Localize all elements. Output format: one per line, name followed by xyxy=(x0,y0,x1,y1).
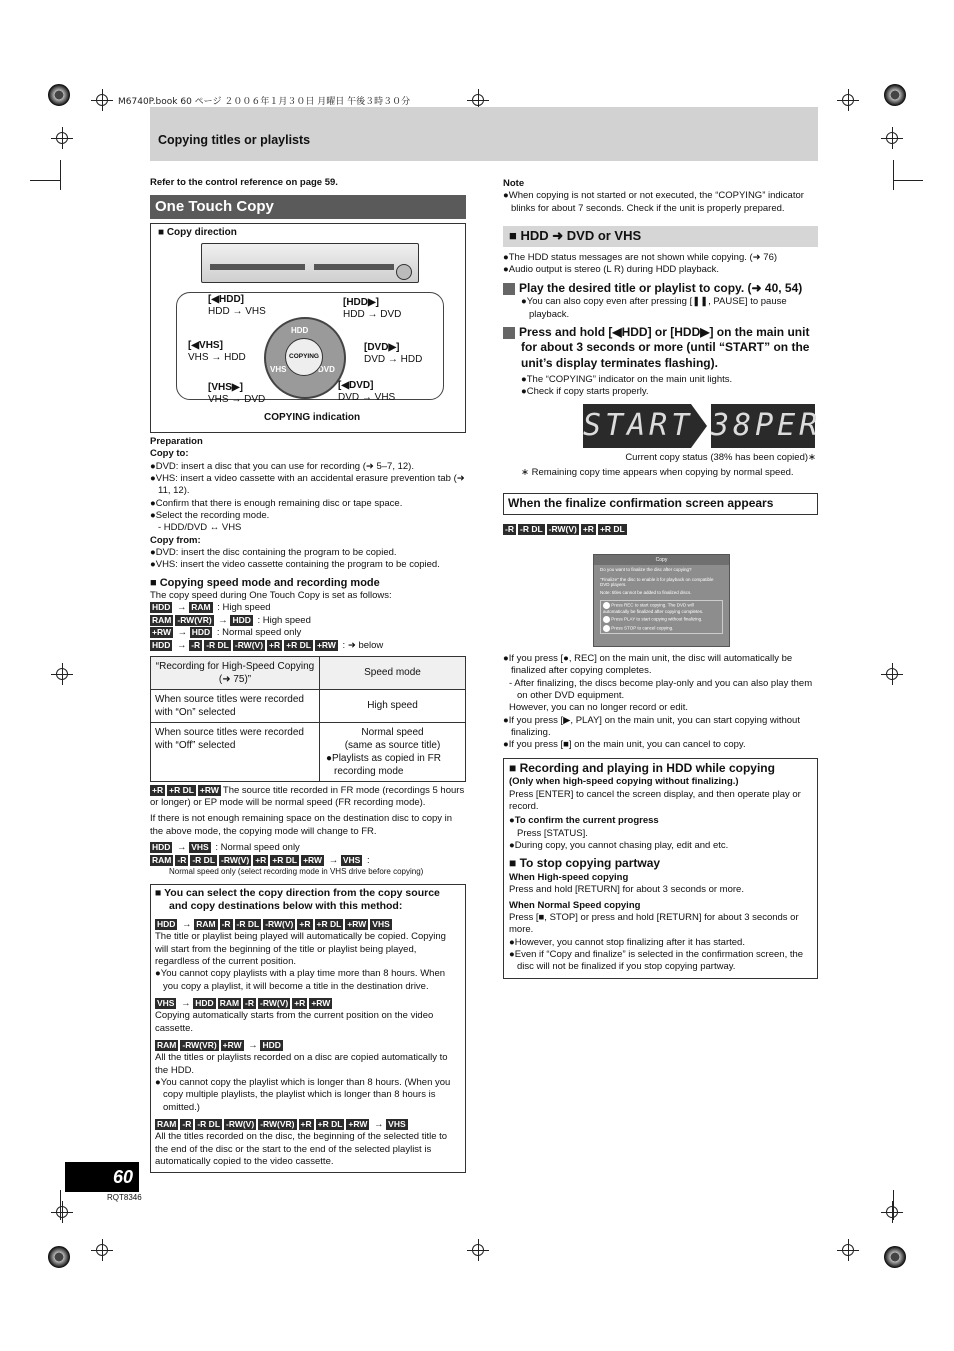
tag-line-text: : High speed xyxy=(214,602,271,614)
dvd-to-hdd-text: DVD → HDD xyxy=(364,354,423,366)
vhs-to-dvd-text: VHS → DVD xyxy=(208,394,266,406)
tag-line-text: : ➜ below xyxy=(339,640,384,652)
crosshair-icon xyxy=(886,668,898,680)
left-column xyxy=(150,177,466,1173)
media-tag: -R xyxy=(177,854,187,865)
lcd-caption: Current copy status (38% has been copied) xyxy=(625,452,809,464)
header-bar xyxy=(150,107,818,161)
media-tag: -RW(V) xyxy=(548,523,577,534)
direction-block xyxy=(155,1040,461,1114)
crosshair-icon xyxy=(56,668,68,680)
media-tag: VHS xyxy=(342,854,361,865)
page-section-title: Copying titles or playlists xyxy=(158,133,311,147)
trim-line xyxy=(30,180,60,181)
media-tag: -R DL xyxy=(519,523,543,534)
stop-bullet: ●Even if “Copy and finalize” is selected in the confirmation screen, the disc will not be finalized if you stop copying partway. xyxy=(509,949,804,973)
table-cell-line: (same as source title) xyxy=(344,739,441,751)
square-bullet-icon: ■ xyxy=(150,576,157,589)
finalize-heading: When the finalize confirmation screen appears xyxy=(503,493,818,515)
play-button-icon xyxy=(603,616,610,623)
tag-line-text: : Normal speed only xyxy=(212,842,300,854)
media-tag: +RW xyxy=(199,784,219,795)
media-tag: -R DL xyxy=(236,918,260,929)
media-tag: -RW(VR) xyxy=(177,614,212,625)
media-tag: HDD xyxy=(262,1039,281,1050)
hdd-to-dvd-text: HDD → DVD xyxy=(343,309,402,321)
media-tag: -RW(V) xyxy=(221,854,250,865)
direction-block-text: All the titles recorded on the disc, the beginning of the selected title to the end of the disc or the start to the end of the selected playlist is automatically copied to the video cassette. xyxy=(155,1131,448,1168)
print-metadata-line: M6740P.book 60 ページ ２００６年１月３０日 月曜日 午後３時３０分 xyxy=(118,97,411,107)
step-2-badge: 2 xyxy=(503,327,515,339)
dial-hdd-label: HDD xyxy=(291,325,309,335)
finalize-bullet: - After finalizing, the discs become play-only and you can also play them on other DVD equipment. xyxy=(509,677,813,702)
copy-to-item: ●VHS: insert a video cassette with an accidental erasure prevention tab (➜ 11, 12). xyxy=(150,472,465,497)
copy-to-item: ●DVD: insert a disc that you can use for recording (➜ 5–7, 12). xyxy=(150,460,414,472)
hdd-bullet: ●Audio output is stereo (L R) during HDD playback. xyxy=(503,264,720,276)
arrow-text: → xyxy=(326,854,341,866)
recording-box xyxy=(503,758,818,979)
arrow-text: → xyxy=(215,614,231,626)
media-tag: HDD xyxy=(152,602,171,613)
square-bullet-icon: ■ xyxy=(158,226,165,238)
media-tag: RAM xyxy=(219,997,240,1008)
crosshair-icon xyxy=(472,94,484,106)
lcd-start: START xyxy=(583,404,691,448)
copy-to-sub: - HDD/DVD ↔ VHS xyxy=(158,522,242,534)
registration-mark-icon xyxy=(48,84,70,106)
hdd-right-button-label: [HDD▶] xyxy=(343,296,380,308)
registration-mark-icon xyxy=(884,84,906,106)
media-tag: -R xyxy=(245,997,255,1008)
arrow-text: → xyxy=(174,640,190,652)
crosshair-icon xyxy=(886,132,898,144)
registration-mark-icon xyxy=(48,1246,70,1268)
direction-block-text: All the titles or playlists recorded on a disc are copied automatically to the HDD. xyxy=(155,1052,448,1076)
vhs-to-hdd-text: VHS → HDD xyxy=(188,352,246,364)
hdd-to-vhs-text: HDD → VHS xyxy=(208,306,266,318)
media-tag: -R xyxy=(191,640,201,651)
media-tag: VHS xyxy=(191,842,209,853)
hdd-bullet: ●The HDD status messages are not shown while copying. (➜ 76) xyxy=(503,251,778,263)
registration-mark-icon xyxy=(884,1246,906,1268)
lcd-asterisk: ∗ xyxy=(808,452,816,464)
direction-block xyxy=(155,998,461,1035)
media-tag: +RW xyxy=(316,640,336,651)
table-cell: High speed xyxy=(320,689,466,722)
media-tag: +RW xyxy=(311,997,331,1008)
media-tag: RAM xyxy=(152,614,172,625)
media-tag: +RW xyxy=(348,1119,368,1130)
step-1-badge: 1 xyxy=(503,283,515,295)
table-header-cell: “Recording for High-Speed Copying (➜ 75)” xyxy=(151,656,320,689)
dial-center-button xyxy=(285,338,323,376)
fr-text: The source title recorded in FR mode (recordings 5 hours or longer) or EP mode will be normal speed (FR recording mode). xyxy=(150,784,465,808)
screen-line: Note: titles cannot be added to finalized discs. xyxy=(600,590,692,596)
screen-line: "Finalize" the disc to enable it for playback on compatible DVD players. xyxy=(600,576,714,588)
fr-tags xyxy=(150,785,223,796)
crosshair-icon xyxy=(842,1244,854,1256)
stop-heading: To stop copying partway xyxy=(519,856,661,871)
dvd-left-button-label: [◀DVD] xyxy=(338,379,374,391)
copying-dial xyxy=(264,317,346,399)
crosshair-icon xyxy=(886,1206,898,1218)
copying-indication-label: COPYING indication xyxy=(264,411,361,423)
crosshair-icon xyxy=(56,132,68,144)
media-tag: HDD xyxy=(191,627,211,638)
media-tag: -RW(VR) xyxy=(182,1039,217,1050)
square-bullet-icon: ■ xyxy=(509,760,517,775)
table-cell: When source titles were recorded with “On” selected xyxy=(151,689,320,722)
hdd-dvd-vhs-heading xyxy=(503,226,818,247)
arrow-text: → xyxy=(178,997,194,1009)
dvd-right-button-label: [DVD▶] xyxy=(364,341,400,353)
vhs-note: Normal speed only (select recording mode in VHS drive before copying) xyxy=(169,867,424,877)
tag-line xyxy=(150,640,466,653)
media-tag: +R xyxy=(269,640,281,651)
media-tag: RAM xyxy=(157,1119,177,1130)
media-tag: +RW xyxy=(152,627,171,638)
media-tag: -R xyxy=(505,523,514,534)
tag-line-text: : xyxy=(364,854,370,866)
remaining-note: ∗ Remaining copy time appears when copying by normal speed. xyxy=(521,466,794,478)
tag-line xyxy=(155,1119,461,1131)
screen-question: Do you want to finalize the disc after copying? xyxy=(600,567,692,573)
direction-block-text: Copying automatically starts from the current position on the video cassette. xyxy=(155,1010,434,1034)
arrow-text: → xyxy=(174,627,190,639)
direction-block xyxy=(155,919,461,993)
media-tag: VHS xyxy=(157,997,175,1008)
media-tag: +R DL xyxy=(286,640,311,651)
arrow-text: → xyxy=(174,842,190,854)
finalize-tags xyxy=(503,524,818,536)
speed-intro: The copy speed during One Touch Copy is set as follows: xyxy=(150,589,392,601)
right-column xyxy=(497,178,822,979)
select-heading: You can select the copy direction from the copy source and copy destinations below with this method: xyxy=(164,886,440,913)
direction-block-text: The title or playlist being played will automatically be copied. Copying will start from the beginning of the title or playlist being played, regardless of the current position. xyxy=(155,931,446,967)
media-tag: RAM xyxy=(196,918,216,929)
square-bullet-icon: ■ xyxy=(509,228,517,244)
media-tag: -RW(VR) xyxy=(260,1119,295,1130)
crosshair-icon xyxy=(96,94,108,106)
table-header-cell: Speed mode xyxy=(320,656,466,689)
step-1-bullet: ●You can also copy even after pressing [❚❚, PAUSE] to pause playback. xyxy=(521,296,787,320)
trim-line xyxy=(60,160,61,190)
arrow-text: → xyxy=(179,918,195,930)
one-touch-copy-title: One Touch Copy xyxy=(150,195,466,219)
dial-vhs-label: VHS xyxy=(270,364,287,374)
arrow-text: → xyxy=(371,1119,387,1131)
direction-block-bullet: ●You cannot copy playlists with a play time more than 8 hours. When you copy a playlist, it will become a title in the destination drive. xyxy=(155,968,446,992)
copying-dial-small-icon xyxy=(396,264,412,280)
copy-from-item: ●VHS: insert the video cassette containing the program to be copied. xyxy=(150,559,440,571)
tag-line xyxy=(155,1040,461,1052)
media-tag: +R xyxy=(255,854,267,865)
finalize-bullet: ●If you press [■] on the main unit, you can cancel to copy. xyxy=(503,739,746,751)
copy-from-heading: Copy from: xyxy=(150,534,201,546)
page-number: 60 xyxy=(65,1162,139,1192)
arrow-text: → xyxy=(245,1039,261,1051)
hdd-left-button-label: [◀HDD] xyxy=(208,293,245,305)
screen-option: Press PLAY to start copying without finalizing. xyxy=(611,617,703,623)
arrow-text: → xyxy=(174,602,190,614)
normal-speed-heading: When Normal Speed copying xyxy=(509,899,641,911)
lcd-arrow-icon xyxy=(691,404,707,448)
tag-line xyxy=(155,919,461,931)
unit-front-panel xyxy=(201,243,419,283)
select-direction-box xyxy=(150,884,466,1174)
dial-dvd-label: DVD xyxy=(318,364,335,374)
media-tag: +R xyxy=(152,784,164,795)
media-tag: +RW xyxy=(347,918,367,929)
speed-table xyxy=(150,656,466,782)
media-tag: HDD xyxy=(152,640,171,651)
confirm-screen xyxy=(593,554,730,647)
crosshair-icon xyxy=(56,1206,68,1218)
note-title: Note xyxy=(503,178,525,189)
media-tag: +R xyxy=(582,523,594,534)
media-tag: -R DL xyxy=(192,854,216,865)
during-text: ●During copy, you cannot chasing play, edit and etc. xyxy=(509,840,729,852)
media-tag: HDD xyxy=(157,918,176,929)
refer-text: Refer to the control reference on page 59. xyxy=(150,177,338,188)
media-tag: VHS xyxy=(372,918,390,929)
media-tag: +RW xyxy=(303,854,323,865)
recording-text: Press [ENTER] to cancel the screen display, and then operate play or record. xyxy=(509,788,801,813)
step-1-text: Play the desired title or playlist to copy. (➜ 40, 54) xyxy=(519,280,803,295)
media-tag: RAM xyxy=(157,1039,177,1050)
media-tag: +R xyxy=(299,918,311,929)
normal-speed-text: Press [■, STOP] or press and hold [RETURN] for about 3 seconds or more. xyxy=(509,912,799,936)
rec-button-icon xyxy=(603,602,610,609)
preparation-heading: Preparation xyxy=(150,435,203,447)
dial-center-label: COPYING xyxy=(289,352,319,360)
media-tag: -R xyxy=(221,918,231,929)
speed-heading: Copying speed mode and recording mode xyxy=(159,576,380,589)
media-tag: +R xyxy=(300,1119,312,1130)
fr-note: If there is not enough remaining space on the destination disc to copy in the above mode, the copying mode will change to FR. xyxy=(150,813,453,837)
media-tag: -RW(V) xyxy=(260,997,289,1008)
copy-to-item: ●Select the recording mode. xyxy=(150,509,270,521)
copy-to-item: ●Confirm that there is enough remaining disc or tape space. xyxy=(150,497,403,509)
table-cell-line: ●Playlists as copied in FR recording mode xyxy=(326,752,441,777)
square-bullet-icon: ■ xyxy=(155,886,162,899)
media-tag: RAM xyxy=(152,854,172,865)
crosshair-icon xyxy=(842,94,854,106)
vhs-lines xyxy=(150,842,466,867)
lcd-percent: 38PER xyxy=(711,404,815,448)
lcd-display xyxy=(503,404,822,452)
step-2-text: Press and hold [◀HDD] or [HDD▶] on the main unit for about 3 seconds or more (until “START” on the unit’s display terminates flashing). xyxy=(519,324,810,371)
media-tag: +R DL xyxy=(599,523,625,534)
finalize-bullets xyxy=(503,653,818,752)
screen-title: Copy xyxy=(594,555,729,565)
media-tag: -RW(V) xyxy=(226,1119,255,1130)
tag-line-text: : Normal speed only xyxy=(214,627,302,639)
vhs-left-button-label: [◀VHS] xyxy=(188,339,223,351)
stop-bullet: ●However, you cannot stop finalizing after it has started. xyxy=(509,936,745,948)
media-tag: -R DL xyxy=(206,640,229,651)
tag-line xyxy=(150,855,466,868)
media-tag: +R DL xyxy=(316,918,342,929)
media-tag: +RW xyxy=(222,1039,242,1050)
media-tag: +R DL xyxy=(317,1119,343,1130)
note-text: ●When copying is not started or not executed, the “COPYING” indicator blinks for about 7 seconds. Check if the unit is properly prepared. xyxy=(503,190,804,214)
media-tag: HDD xyxy=(152,842,171,853)
high-speed-heading: When High-speed copying xyxy=(509,871,629,883)
table-cell: When source titles were recorded with “Off” selected xyxy=(151,722,320,781)
direction-block xyxy=(155,1119,461,1168)
speed-lines xyxy=(150,602,466,652)
recording-heading: Recording and playing in HDD while copying xyxy=(519,760,775,775)
step-2-bullet: ●The “COPYING” indicator on the main unit lights. xyxy=(521,373,733,385)
trim-line xyxy=(60,1190,61,1220)
media-tag: VHS xyxy=(388,1119,406,1130)
direction-block-bullet: ●You cannot copy the playlist which is longer than 8 hours. (When you copy multiple playlists, the playlist which is longer than 8 hours is omitted.) xyxy=(155,1077,451,1113)
dvd-to-vhs-text: DVD → VHS xyxy=(338,392,396,404)
direction-blocks xyxy=(155,919,461,1169)
tag-line xyxy=(150,615,466,628)
copy-from-item: ●DVD: insert the disc containing the program to be copied. xyxy=(150,546,397,558)
recording-sub: (Only when high-speed copying without finalizing.) xyxy=(509,776,739,788)
media-tag: HDD xyxy=(232,614,251,625)
copy-to-heading: Copy to: xyxy=(150,448,189,460)
step-2-bullet: ●Check if copy starts properly. xyxy=(521,386,649,398)
media-tag: +R xyxy=(294,997,306,1008)
copy-direction-box xyxy=(150,223,466,433)
copy-direction-label: Copy direction xyxy=(166,226,237,238)
table-cell-line: Normal speed xyxy=(361,726,424,738)
stop-button-icon xyxy=(603,625,610,632)
finalize-bullet: ●If you press [▶, PLAY] on the main unit, you can start copying without finalizing. xyxy=(503,714,800,739)
doc-code: RQT8346 xyxy=(107,1193,142,1202)
media-tag: -RW(V) xyxy=(234,640,264,651)
tag-line xyxy=(150,842,466,855)
tag-line-text: : High speed xyxy=(254,614,311,626)
screen-option: Press STOP to cancel copying. xyxy=(611,626,674,632)
media-tag: -RW(V) xyxy=(265,918,294,929)
tag-line xyxy=(150,602,466,615)
media-tag: -R xyxy=(182,1119,192,1130)
trim-line xyxy=(893,1190,894,1220)
vhs-right-button-label: [VHS▶] xyxy=(208,381,243,393)
trim-line xyxy=(893,160,894,190)
finalize-bullet: ●If you press [●, REC] on the main unit, the disc will automatically be finalized after copying completes. xyxy=(503,652,793,677)
trim-line xyxy=(893,180,923,181)
finalize-bullet: However, you can no longer record or edit. xyxy=(509,702,689,714)
media-tag: -R DL xyxy=(197,1119,221,1130)
media-tag: RAM xyxy=(191,602,211,613)
crosshair-icon xyxy=(96,1244,108,1256)
media-tag: +R DL xyxy=(272,854,298,865)
media-tag: +R DL xyxy=(169,784,194,795)
table-cell xyxy=(320,722,466,781)
tag-line xyxy=(155,998,461,1010)
square-bullet-icon: ■ xyxy=(509,856,517,871)
confirm-text: Press [STATUS]. xyxy=(517,827,588,839)
hdd-heading-text: HDD ➜ DVD or VHS xyxy=(520,228,642,244)
media-tag: HDD xyxy=(195,997,214,1008)
high-speed-text: Press and hold [RETURN] for about 3 seconds or more. xyxy=(509,884,744,896)
confirm-heading: ●To confirm the current progress xyxy=(509,815,659,827)
fr-paragraph xyxy=(150,785,466,810)
crosshair-icon xyxy=(472,1244,484,1256)
tag-line xyxy=(150,627,466,640)
screen-option: Press REC to start copying. The DVD will automatically be finalized after copying completes. xyxy=(603,602,704,614)
